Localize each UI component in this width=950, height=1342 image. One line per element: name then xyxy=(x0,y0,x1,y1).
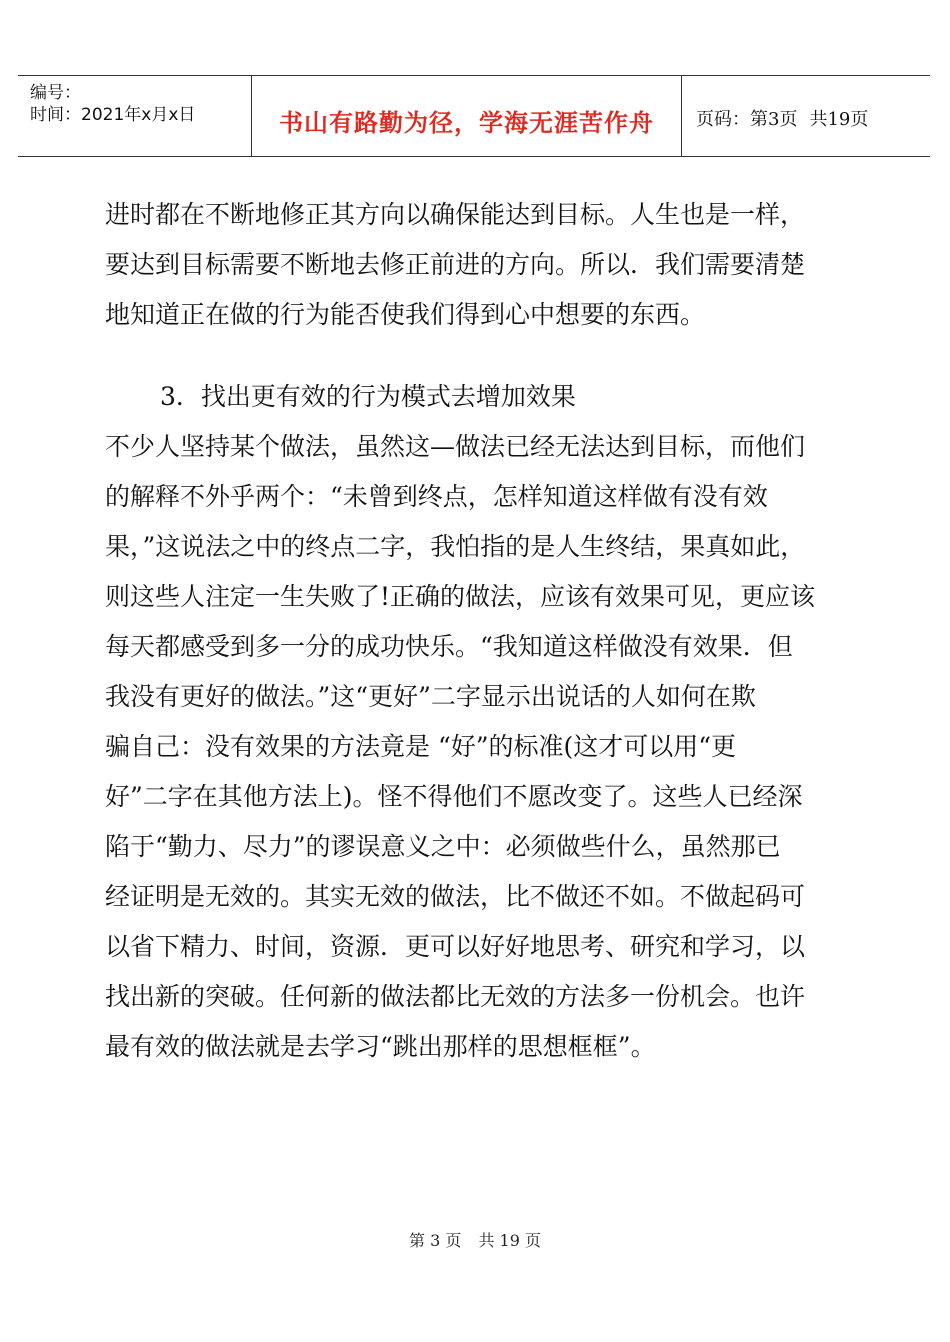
text-line: 找出新的突破。任何新的做法都比无效的方法多一份机会。也许 xyxy=(105,982,806,1011)
text-line: 陷于“勤力、尽力”的谬误意义之中：必须做些什么，虽然那已 xyxy=(105,832,781,861)
header-motto: 书山有路勤为径，学海无涯苦作舟 xyxy=(279,107,654,137)
paragraph-2 xyxy=(105,422,865,1072)
footer-page-total: 共 19 页 xyxy=(478,1231,541,1250)
header-motto-cell xyxy=(252,76,682,156)
document-body xyxy=(105,190,865,1072)
header-page-cell xyxy=(682,76,930,156)
header-page-number: 页码：第3页 xyxy=(696,109,798,130)
footer-page-number: 第 3 页 xyxy=(409,1231,462,1250)
header-page-total: 共19页 xyxy=(809,109,869,130)
document-header xyxy=(18,75,930,157)
text-line: 地知道正在做的行为能否使我们得到心中想要的东西。 xyxy=(105,300,706,329)
paragraph-1 xyxy=(105,190,865,340)
text-line: 骗自己：没有效果的方法竟是 “好”的标准(这才可以用“更 xyxy=(105,732,737,761)
text-line: 不少人坚持某个做法，虽然这—做法已经无法达到目标，而他们 xyxy=(105,432,806,461)
text-line: 经证明是无效的。其实无效的做法，比不做还不如。不做起码可 xyxy=(105,882,806,911)
text-line: 要达到目标需要不断地去修正前进的方向。所以．我们需要清楚 xyxy=(105,250,806,279)
page-footer xyxy=(0,1228,950,1251)
document-time-label: 时间：2021年x月x日 xyxy=(30,105,196,125)
document-number-label: 编号： xyxy=(30,83,81,103)
text-line: 进时都在不断地修正其方向以确保能达到目标。人生也是一样， xyxy=(105,200,806,229)
text-line: 最有效的做法就是去学习“跳出那样的思想框框”。 xyxy=(105,1032,656,1061)
text-line: 果，”这说法之中的终点二字，我怕指的是人生终结，果真如此， xyxy=(105,532,806,561)
text-line: 则这些人注定一生失败了!正确的做法，应该有效果可见，更应该 xyxy=(105,582,816,611)
text-line: 我没有更好的做法。”这“更好”二字显示出说话的人如何在欺 xyxy=(105,682,756,711)
text-line: 好”二字在其他方法上)。怪不得他们不愿改变了。这些人已经深 xyxy=(105,782,803,811)
text-line: 以省下精力、时间，资源．更可以好好地思考、研究和学习，以 xyxy=(105,932,806,961)
text-line: 的解释不外乎两个：“未曾到终点，怎样知道这样做有没有效 xyxy=(105,482,768,511)
text-line: 每天都感受到多一分的成功快乐。“我知道这样做没有效果．但 xyxy=(105,632,793,661)
header-info-cell xyxy=(18,76,252,156)
section-heading: 3．找出更有效的行为模式去增加效果 xyxy=(160,382,576,411)
